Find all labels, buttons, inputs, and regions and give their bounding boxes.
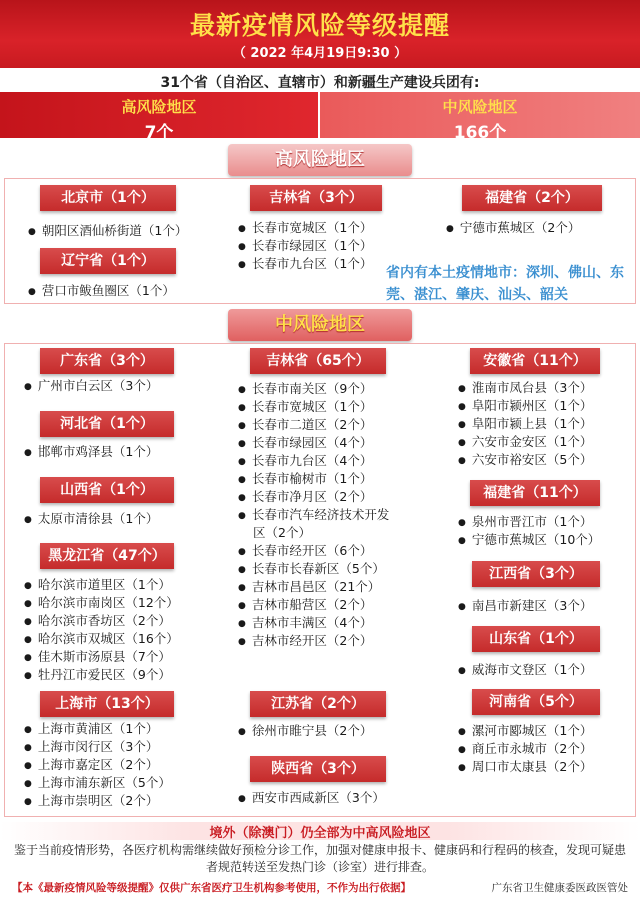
list-item: ● 哈尔滨市香坊区（2个）: [24, 612, 179, 630]
list-item: ● 牡丹江市爱民区（9个）: [24, 666, 179, 684]
mid-area-list-jiangxi: [458, 597, 592, 615]
list-item-continuation: 区（2个）: [253, 525, 311, 540]
mid-province-jiangsu: 江苏省（2个）: [250, 691, 386, 717]
overseas-notice: 境外（除澳门）仍全部为中高风险地区: [0, 822, 640, 840]
list-item: ● 上海市嘉定区（2个）: [24, 756, 171, 774]
list-item: ● 徐州市睢宁县（2个）: [238, 722, 372, 740]
mid-area-list-shanghai: [24, 720, 171, 810]
mid-area-list-fujian: [458, 513, 600, 549]
list-item: ● 漯河市郾城区（1个）: [458, 722, 592, 740]
mid-province-anhui: 安徽省（11个）: [470, 348, 600, 374]
mid-province-shanxi: 山西省（1个）: [40, 477, 174, 503]
mid-province-guangdong: 广东省（3个）: [40, 348, 174, 374]
list-item: ● 长春市长春新区（5个）: [238, 560, 389, 578]
list-item: ● 周口市太康县（2个）: [458, 758, 592, 776]
list-item: ● 吉林市经开区（2个）: [238, 632, 389, 650]
list-item: ● 上海市崇明区（2个）: [24, 792, 171, 810]
list-item: ● 威海市文登区（1个）: [458, 661, 592, 679]
mid-province-fujian: 福建省（11个）: [470, 480, 600, 506]
list-item: ● 长春市绿园区（1个）: [238, 237, 372, 255]
high-area-list-jilin: [238, 219, 372, 273]
list-item: ● 长春市九台区（1个）: [238, 255, 372, 273]
mid-area-list-shaanxi: [238, 789, 385, 807]
list-item: ● 长春市榆树市（1个）: [238, 470, 389, 488]
list-item: ● 上海市闵行区（3个）: [24, 738, 171, 756]
list-item: ● 哈尔滨市南岗区（12个）: [24, 594, 179, 612]
high-province-jilin: 吉林省（3个）: [250, 185, 382, 211]
list-item: ● 佳木斯市汤原县（7个）: [24, 648, 179, 666]
mid-province-jilin: 吉林省（65个）: [250, 348, 386, 374]
list-item: ● 邯郸市鸡泽县（1个）: [24, 443, 158, 461]
list-item: ● 长春市汽车经济技术开发: [238, 506, 389, 524]
list-item: ● 吉林市昌邑区（21个）: [238, 578, 389, 596]
list-item: ● 商丘市永城市（2个）: [458, 740, 592, 758]
list-item: ● 长春市经开区（6个）: [238, 542, 389, 560]
mid-province-shandong: 山东省（1个）: [472, 626, 600, 652]
list-item: ● 宁德市蕉城区（2个）: [446, 219, 580, 237]
list-item: ● 哈尔滨市道里区（1个）: [24, 576, 179, 594]
list-item: ● 阜阳市颍州区（1个）: [458, 397, 592, 415]
mid-province-hebei: 河北省（1个）: [40, 411, 174, 437]
mid-area-list-shanxi: [24, 510, 158, 528]
mid-area-list-guangdong: [24, 377, 158, 395]
list-item: ● 营口市鲅鱼圈区（1个）: [28, 282, 175, 300]
list-item: ● 六安市裕安区（5个）: [458, 451, 592, 469]
list-item: ● 哈尔滨市双城区（16个）: [24, 630, 179, 648]
high-risk-summary-label: 高风险地区: [121, 98, 197, 116]
list-item: ● 泉州市晋江市（1个）: [458, 513, 600, 531]
list-item: ● 上海市黄浦区（1个）: [24, 720, 171, 738]
list-item: ● 长春市绿园区（4个）: [238, 434, 389, 452]
disclaimer: 【本《最新疫情风险等级提醒》仅供广东省医疗卫生机构参考使用，不作为出行依据】: [12, 882, 411, 894]
mid-area-list-jiangsu: [238, 722, 372, 740]
mid-risk-summary: [320, 92, 640, 143]
mid-risk-section-title: 中风险地区: [228, 309, 412, 341]
advice-text: 鉴于当前疫情形势，各医疗机构需继续做好预检分诊工作，加强对健康申报卡、健康码和行程码的核查，发现可疑患者规范转送至发热门诊（诊室）进行排查。: [14, 843, 627, 874]
list-item: ● 上海市浦东新区（5个）: [24, 774, 171, 792]
mid-risk-summary-count: 166个: [453, 123, 507, 143]
high-risk-section-title: 高风险地区: [228, 144, 412, 176]
list-item: ● 长春市二道区（2个）: [238, 416, 389, 434]
local-outbreak-notice: 省内有本土疫情地市：深圳、佛山、东莞、湛江、肇庆、汕头、韶关: [386, 265, 624, 303]
high-area-list-liaoning: [28, 282, 175, 300]
high-area-list-fujian: [446, 219, 580, 237]
high-province-beijing: 北京市（1个）: [40, 185, 176, 211]
list-item: ● 长春市南关区（9个）: [238, 380, 389, 398]
mid-area-list-anhui: [458, 379, 592, 469]
mid-province-shanghai: 上海市（13个）: [40, 691, 174, 717]
list-item: ● 西安市西咸新区（3个）: [238, 789, 385, 807]
list-item: ● 朝阳区酒仙桥街道（1个）: [28, 222, 187, 240]
list-item: ● 长春市净月区（2个）: [238, 488, 389, 506]
list-item: ● 太原市清徐县（1个）: [24, 510, 158, 528]
update-date: （ 2022 年4月19日9:30 ）: [232, 46, 408, 61]
list-item: ● 广州市白云区（3个）: [24, 377, 158, 395]
list-item: ● 阜阳市颍上县（1个）: [458, 415, 592, 433]
mid-area-list-heilongjiang: [24, 576, 179, 684]
mid-province-jiangxi: 江西省（3个）: [472, 561, 600, 587]
mid-area-list-jilin: [238, 380, 389, 650]
high-risk-summary-count: 7个: [144, 123, 174, 143]
mid-province-shaanxi: 陕西省（3个）: [250, 756, 386, 782]
high-risk-summary: [0, 92, 318, 143]
high-province-liaoning: 辽宁省（1个）: [40, 248, 176, 274]
high-province-fujian: 福建省（2个）: [462, 185, 602, 211]
mid-area-list-henan: [458, 722, 592, 776]
mid-area-list-hebei: [24, 443, 158, 461]
mid-area-list-shandong: [458, 661, 592, 679]
list-item: ● 宁德市蕉城区（10个）: [458, 531, 600, 549]
high-area-list-beijing: [28, 222, 187, 240]
mid-risk-summary-label: 中风险地区: [442, 98, 518, 116]
issuing-organization: 广东省卫生健康委医政医管处: [491, 882, 628, 894]
mid-province-heilongjiang: 黑龙江省（47个）: [40, 543, 174, 569]
intro-text: 31个省（自治区、直辖市）和新疆生产建设兵团有:: [160, 75, 480, 91]
list-item: ● 吉林市船营区（2个）: [238, 596, 389, 614]
list-item: ● 淮南市凤台县（3个）: [458, 379, 592, 397]
page-title: 最新疫情风险等级提醒: [189, 11, 450, 40]
header-banner: [0, 0, 640, 68]
list-item: ● 长春市九台区（4个）: [238, 452, 389, 470]
list-item: ● 长春市宽城区（1个）: [238, 398, 389, 416]
list-item: ● 吉林市丰满区（4个）: [238, 614, 389, 632]
mid-province-henan: 河南省（5个）: [472, 689, 600, 715]
list-item: ● 六安市金安区（1个）: [458, 433, 592, 451]
list-item: ● 南昌市新建区（3个）: [458, 597, 592, 615]
list-item: ● 长春市宽城区（1个）: [238, 219, 372, 237]
